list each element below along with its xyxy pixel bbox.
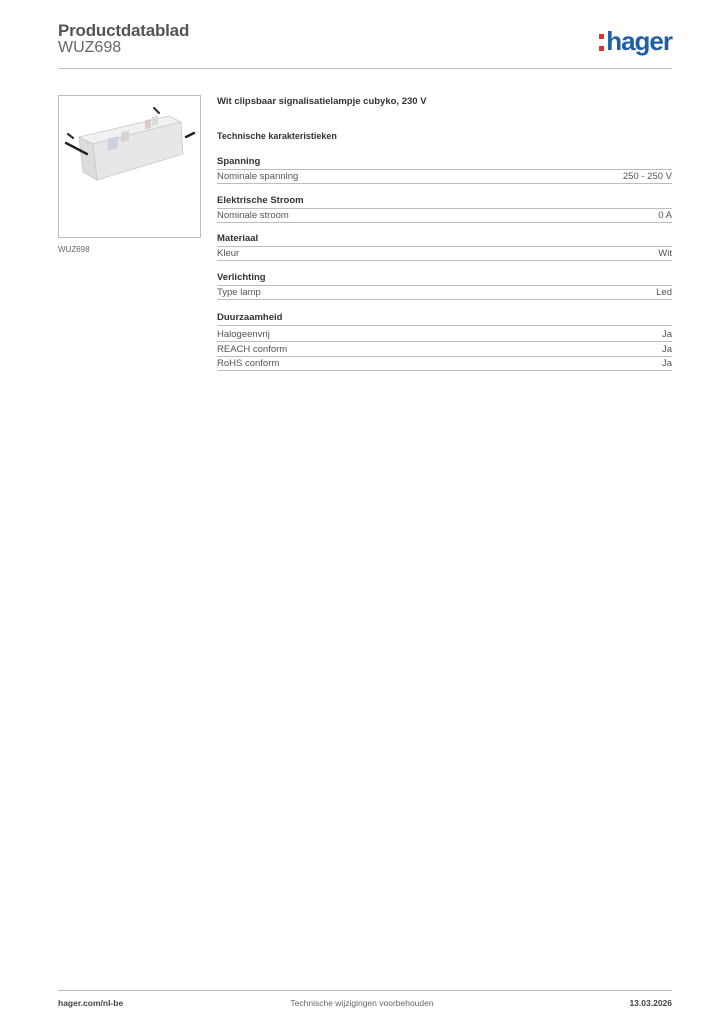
spec-value: 0 A	[658, 210, 672, 221]
spec-value: 250 - 250 V	[622, 171, 672, 182]
spec-row	[217, 357, 672, 371]
logo-dots-icon	[599, 34, 604, 51]
spec-label: RoHS conform	[217, 358, 280, 369]
footer-url: hager.com/nl-be	[58, 998, 124, 1008]
spec-row	[217, 209, 672, 223]
footer-date: 13.03.2026	[629, 998, 672, 1008]
hager-logo	[599, 26, 672, 56]
spec-row	[217, 328, 672, 342]
product-code: WUZ698	[58, 39, 122, 56]
product-title: Wit clipsbaar signalisatielampje cubyko, 230 V	[217, 96, 427, 107]
spec-value: Ja	[661, 358, 672, 369]
spec-label: REACH conform	[217, 344, 288, 355]
product-image	[58, 95, 201, 238]
spec-value: Led	[656, 287, 672, 298]
spec-value: Wit	[658, 248, 672, 259]
footer-divider	[58, 990, 672, 991]
spec-value: Ja	[661, 329, 672, 340]
signal-lamp-illustration	[59, 96, 200, 237]
group-heading-stroom: Elektrische Stroom	[217, 195, 672, 209]
spec-label: Nominale spanning	[217, 171, 299, 182]
spec-row	[217, 170, 672, 184]
spec-label: Type lamp	[217, 287, 261, 298]
spec-label: Kleur	[217, 248, 240, 259]
spec-row	[217, 247, 672, 261]
group-heading-spanning: Spanning	[217, 156, 672, 170]
group-heading-verlichting: Verlichting	[217, 272, 672, 286]
footer-notice: Technische wijzigingen voorbehouden	[290, 998, 434, 1008]
spec-row	[217, 286, 672, 300]
spec-row	[217, 343, 672, 357]
group-heading-materiaal: Materiaal	[217, 233, 672, 247]
spec-label: Halogeenvrij	[217, 329, 270, 340]
page-title: Productdatablad	[58, 21, 190, 40]
group-heading-duurzaamheid: Duurzaamheid	[217, 312, 672, 326]
header-divider	[58, 68, 672, 69]
image-caption: WUZ698	[58, 245, 90, 254]
logo-text: hager	[606, 26, 672, 56]
spec-label: Nominale stroom	[217, 210, 289, 221]
spec-value: Ja	[661, 344, 672, 355]
spec-heading: Technische karakteristieken	[217, 131, 337, 141]
